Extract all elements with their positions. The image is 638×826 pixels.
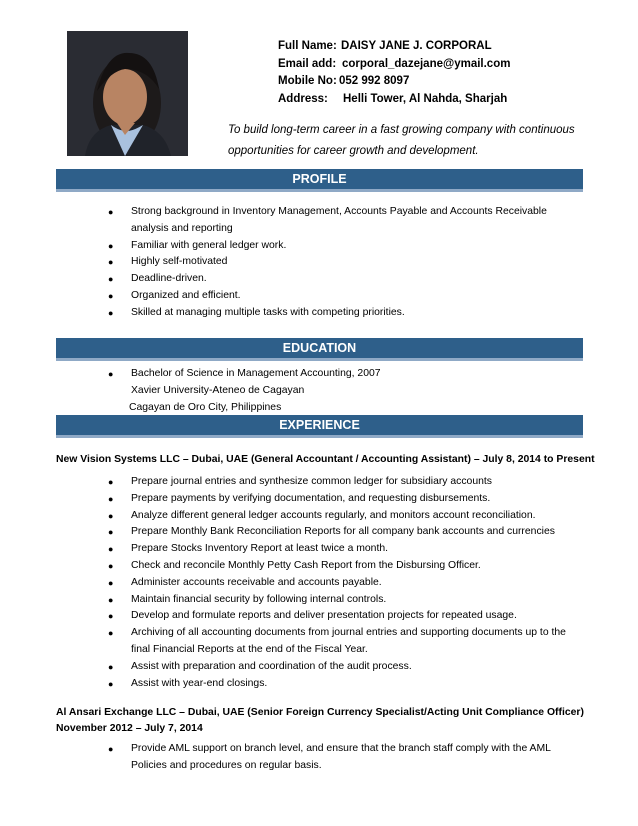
list-item: ● Provide AML support on branch level, and ensure that the branch staff comply with the AML Policies and procedures on regular basis. (108, 743, 551, 771)
school: Xavier University-Ateneo de Cagayan (131, 384, 305, 396)
job-duties-list (108, 474, 583, 692)
list-item: ● Strong background in Inventory Management, Accounts Payable and Accounts Receivable analysis and reporting (108, 206, 547, 234)
address-value: Helli Tower, Al Nahda, Sharjah (343, 92, 508, 105)
mobile-row (278, 73, 510, 91)
list-item: ● Prepare payments by verifying documentation, and requesting disbursements. (108, 491, 583, 508)
job-duties-list (108, 741, 578, 775)
bullet-icon: ● (108, 510, 114, 521)
bullet-icon: ● (108, 477, 114, 487)
list-item: ● Maintain financial security by following internal controls. (108, 592, 583, 609)
bullet-icon: ● (108, 594, 114, 605)
career-objective: To build long-term career in a fast growing company with continuous opportunities for career growth and development. (228, 124, 575, 157)
mobile-label: Mobile No: (278, 75, 337, 88)
list-item: ● Assist with year-end closings. (108, 676, 583, 693)
profile-photo (67, 31, 188, 156)
bullet-icon: ● (108, 661, 114, 672)
contact-block (278, 38, 510, 108)
school-location: Cagayan de Oro City, Philippines (129, 401, 282, 413)
list-item: ● Archiving of all accounting documents from journal entries and supporting documents up to the final Financial Reports at the end of the Fiscal Year. (108, 627, 566, 655)
email-label: Email add: (278, 57, 337, 70)
degree: Bachelor of Science in Management Accounting, 2007 (131, 368, 381, 379)
email-value: corporal_dazejane@ymail.com (342, 57, 511, 70)
bullet-icon: ● (108, 744, 114, 754)
address-label: Address: (278, 92, 328, 105)
profile-list (108, 204, 568, 322)
list-item: ● Analyze different general ledger accounts regularly, and monitors account reconciliation. (108, 508, 583, 525)
bullet-icon: ● (108, 577, 114, 588)
bullet-icon: ● (108, 290, 114, 301)
list-item: ● Check and reconcile Monthly Petty Cash Report from the Disbursing Officer. (108, 558, 583, 575)
bullet-icon: ● (108, 611, 114, 622)
bullet-icon: ● (108, 628, 114, 639)
list-item: ● Prepare journal entries and synthesize common ledger for subsidiary accounts (108, 474, 583, 491)
list-item: ● Prepare Stocks Inventory Report at least twice a month. (108, 541, 583, 558)
education-section-header: EDUCATION (56, 338, 583, 361)
email-row (278, 56, 510, 74)
list-item: ● Skilled at managing multiple tasks with competing priorities. (108, 305, 568, 322)
mobile-value: 052 992 8097 (339, 75, 410, 88)
experience-section-header: EXPERIENCE (56, 415, 583, 438)
bullet-icon: ● (108, 240, 114, 251)
job-header: Al Ansari Exchange LLC – Dubai, UAE (Senior Foreign Currency Specialist/Acting Unit Compliance Officer) (56, 707, 584, 718)
list-item: ● Familiar with general ledger work. (108, 238, 568, 255)
list-item: ● Prepare Monthly Bank Reconciliation Reports for all company bank accounts and currencies (108, 524, 583, 541)
list-item: ● Highly self-motivated (108, 254, 568, 271)
bullet-icon: ● (108, 274, 114, 285)
bullet-icon: ● (108, 207, 114, 217)
bullet-icon: ● (108, 678, 114, 689)
list-item: ● Deadline-driven. (108, 271, 568, 288)
job-dates: November 2012 – July 7, 2014 (56, 723, 203, 734)
profile-section-header: PROFILE (56, 169, 583, 192)
list-item: ● Administer accounts receivable and accounts payable. (108, 575, 583, 592)
list-item: ● Develop and formulate reports and deliver presentation projects for repeated usage. (108, 608, 583, 625)
bullet-icon: ● (108, 369, 114, 379)
bullet-icon: ● (108, 257, 114, 268)
list-item: ● Assist with preparation and coordination of the audit process. (108, 659, 583, 676)
education-entry (108, 366, 381, 416)
bullet-icon: ● (108, 307, 114, 318)
bullet-icon: ● (108, 527, 114, 538)
job-header: New Vision Systems LLC – Dubai, UAE (General Accountant / Accounting Assistant) – July 8, 2014 to Present (56, 454, 595, 465)
address-row (278, 91, 510, 109)
full-name: DAISY JANE J. CORPORAL (341, 40, 492, 52)
list-item: ● Organized and efficient. (108, 288, 568, 305)
bullet-icon: ● (108, 560, 114, 571)
name-row (278, 38, 510, 56)
bullet-icon: ● (108, 493, 114, 504)
name-label: Full Name: (278, 40, 337, 52)
bullet-icon: ● (108, 544, 114, 555)
